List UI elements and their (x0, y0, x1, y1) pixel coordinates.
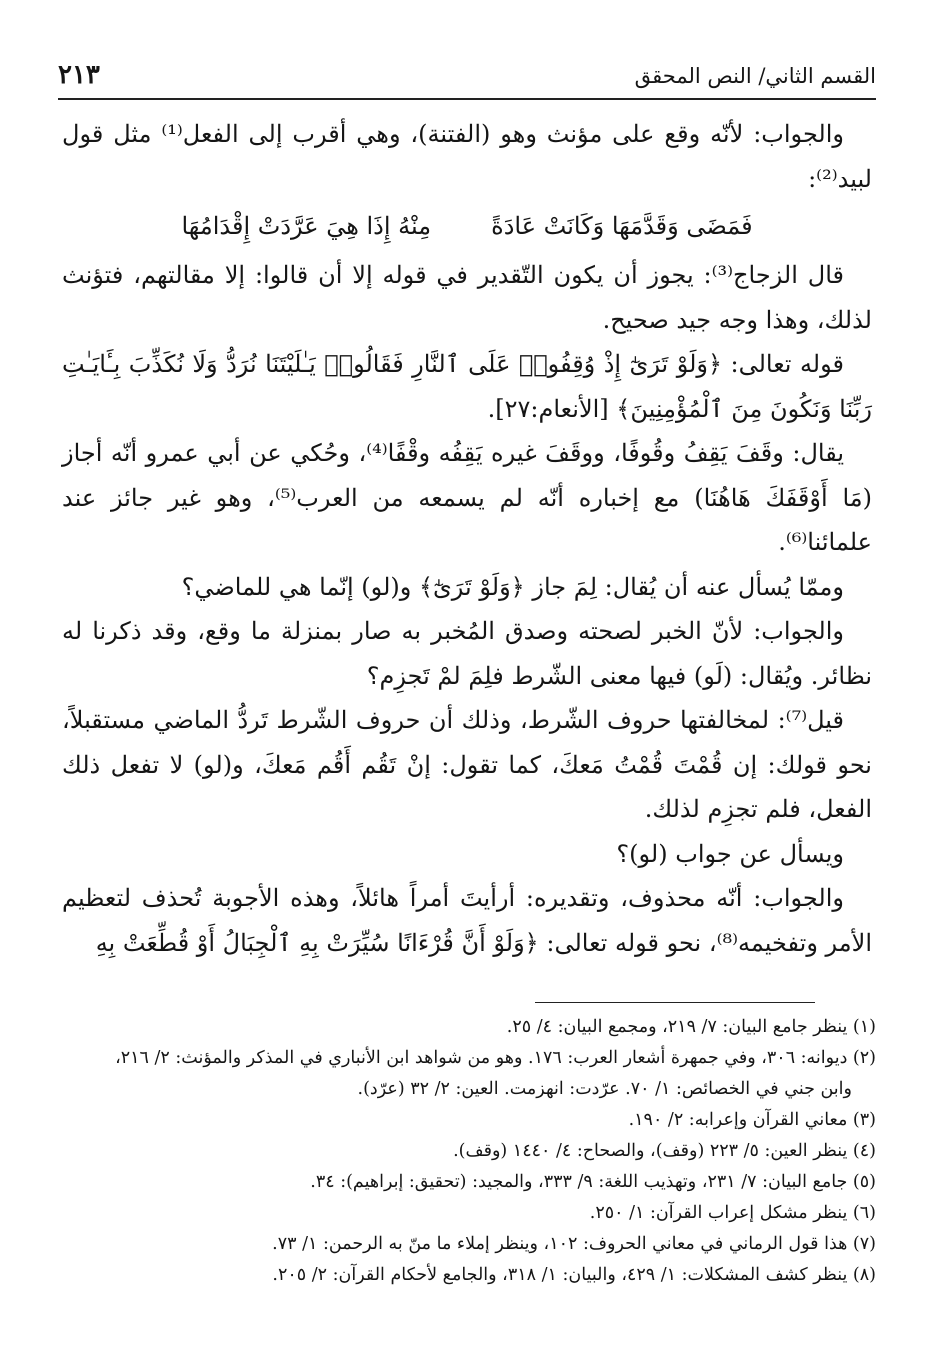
running-header (58, 58, 876, 98)
paragraph-6: والجواب: لأنّ الخبر لصحته وصدق المُخبر به صار بمنزلة ما وقع، وقد ذكرنا له نظائر. ويُقال: (لَو) فيها معنى الشّرط فلِمَ لمْ تَجزِم؟ (62, 617, 872, 690)
header-rule (58, 98, 876, 100)
paragraph-1: والجواب: لأنّه وقع على مؤنث وهو (الفتنة)، وهي أقرب إلى الفعل⁽¹⁾ مثل قول لبيد⁽²⁾: (62, 120, 872, 193)
verse-second-hemistich: مِنْهُ إِذَا هِيَ عَرَّدَتْ إِقْدَامُهَا (181, 212, 432, 240)
paragraph-2: قال الزجاج⁽³⁾: يجوز أن يكون التّقدير في قوله إلا أن قالوا: إلا مقالتهم، فتؤنث لذلك، وهذا وجه جيد صحيح. (62, 261, 872, 334)
paragraph-3: قوله تعالى: ﴿وَلَوْ تَرَىٰٓ إِذْ وُقِفُوا۟ عَلَى ٱلنَّارِ فَقَالُوا۟ يَـٰلَيْتَنَا نُرَدُّ وَلَا نُكَذِّبَ بِـَٔايَـٰتِ رَبِّنَا وَنَكُونَ مِنَ ٱلْمُؤْمِنِينَ﴾ [الأنعام:٢٧]. (62, 350, 872, 423)
footnote-2-continued: وابن جني في الخصائص: ١/ ٧٠. عرّدت: انهزمت. العين: ٢/ ٣٢ (عرّد). (357, 1079, 852, 1099)
poetry-verse (62, 201, 872, 251)
section-title: القسم الثاني/ النص المحقق (634, 64, 876, 88)
footnote-1: (١) ينظر جامع البيان: ٧/ ٢١٩، ومجمع البيان: ٤/ ٢٥. (506, 1017, 876, 1037)
footnote-rule (535, 1002, 815, 1003)
paragraph-9: والجواب: أنّه محذوف، وتقديره: أرأيتَ أمراً هائلاً، وهذه الأجوبة تُحذف لتعظيم الأمر وتفخيمه⁽⁸⁾، نحو قوله تعالى: ﴿وَلَوْ أَنَّ قُرْءَانًا سُيِّرَتْ بِهِ ٱلْجِبَالُ أَوْ قُطِّعَتْ بِهِ (62, 884, 872, 957)
paragraph-8: ويسأل عن جواب (لو)؟ (616, 839, 844, 868)
footnote-3: (٣) معاني القرآن وإعرابه: ٢/ ١٩٠. (628, 1110, 876, 1130)
main-text (62, 112, 872, 965)
footnote-7: (٧) هذا قول الرماني في معاني الحروف: ١٠٢، وينظر إملاء ما منّ به الرحمن: ١/ ٧٣. (272, 1234, 876, 1254)
paragraph-4: يقال: وقَفَ يَقِفُ وقُوفًا، ووقَفَ غيره يَقِفُه وقْفًا⁽⁴⁾، وحُكي عن أبي عمرو أنّه أجاز (مَا أَوْقَفَكَ هَاهُنَا) مع إخباره أنّه لم يسمعه من العرب⁽⁵⁾، وهو غير جائز عند علمائنا⁽⁶⁾. (62, 439, 872, 556)
footnote-6: (٦) ينظر مشكل إعراب القرآن: ١/ ٢٥٠. (589, 1203, 876, 1223)
footnotes (58, 1012, 876, 1291)
paragraph-7: قيل⁽⁷⁾: لمخالفتها حروف الشّرط، وذلك أن حروف الشّرط تَردُّ الماضي مستقبلاً، نحو قولك: إن قُمْتَ قُمْتُ مَعكَ، كما تقول: إنْ تَقُم أَقُم مَعكَ، و(لو) لا تفعل ذلك الفعل، فلم تجزِم لذلك. (62, 706, 872, 823)
footnote-8: (٨) ينظر كشف المشكلات: ١/ ٤٢٩، والبيان: ١/ ٣١٨، والجامع لأحكام القرآن: ٢/ ٢٠٥. (272, 1265, 876, 1285)
paragraph-5: وممّا يُسأل عنه أن يُقال: لِمَ جاز ﴿وَلَوْ تَرَىٰٓ﴾ و(لو) إنّما هي للماضي؟ (181, 572, 844, 601)
verse-first-hemistich: فَمَضَى وَقَدَّمَهَا وَكَانَتْ عَادَةً (491, 212, 753, 240)
footnote-4: (٤) ينظر العين: ٥/ ٢٢٣ (وقف)، والصحاح: ٤/ ١٤٤٠ (وقف). (453, 1141, 876, 1161)
footnote-2: (٢) ديوانه: ٣٠٦، وفي جمهرة أشعار العرب: ١٧٦. وهو من شواهد ابن الأنباري في المذكر والمؤنث: ٢/ ٢١٦، (115, 1048, 876, 1068)
footnote-5: (٥) جامع البيان: ٧/ ٢٣١، وتهذيب اللغة: ٩/ ٣٣٣، والمجيد: (تحقيق: إبراهيم): ٣٤. (310, 1172, 876, 1192)
page-number: ٢١٣ (58, 60, 100, 90)
